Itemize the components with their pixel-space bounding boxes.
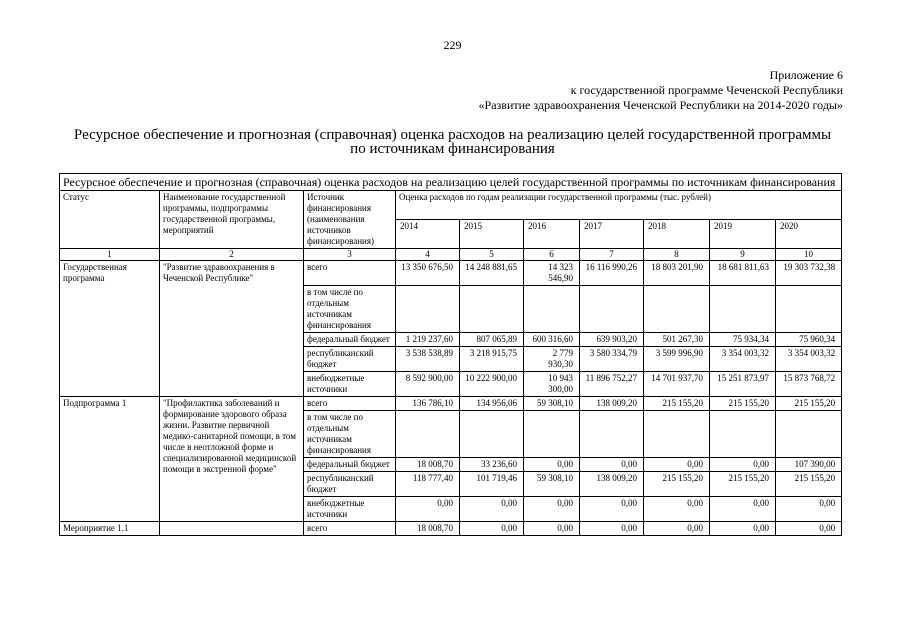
header-estimate: Оценка расходов по годам реализации государственной программы (тыс. рублей) xyxy=(396,191,842,220)
row-year-value: 215 155,20 xyxy=(710,397,776,411)
row-status: Государственная программа xyxy=(60,261,160,397)
row-year-value: 3 354 003,32 xyxy=(710,347,776,372)
row-year-value: 0,00 xyxy=(580,497,644,522)
header-year: 2015 xyxy=(460,220,524,249)
row-funding-source: республиканский бюджет xyxy=(304,347,396,372)
row-funding-source: федеральный бюджет xyxy=(304,458,396,472)
row-status: Мероприятие 1.1 xyxy=(60,522,160,536)
row-year-value: 138 009,20 xyxy=(580,397,644,411)
row-year-value: 107 390,00 xyxy=(776,458,842,472)
document-title xyxy=(0,128,905,156)
row-year-value xyxy=(524,286,580,333)
header-name: Наименование государственной программы, подпрограммы государственной программы, мероприятий xyxy=(160,191,304,249)
row-year-value: 0,00 xyxy=(644,458,710,472)
row-year-value: 13 350 676,50 xyxy=(396,261,460,286)
row-year-value xyxy=(524,411,580,458)
row-year-value xyxy=(460,411,524,458)
row-year-value: 3 538 538,89 xyxy=(396,347,460,372)
document-title-line-2: по источникам финансирования xyxy=(350,141,555,157)
row-year-value: 10 943 300,00 xyxy=(524,372,580,397)
table-row xyxy=(60,397,842,411)
row-year-value: 639 903,20 xyxy=(580,333,644,347)
table-caption: Ресурсное обеспечение и прогнозная (справочная) оценка расходов на реализацию целей государственной программы по источникам финансирования xyxy=(60,174,842,191)
appendix-header xyxy=(479,68,843,113)
row-program-name: "Развитие здравоохранения в Чеченской Республике" xyxy=(160,261,304,397)
row-year-value: 1 219 237,60 xyxy=(396,333,460,347)
row-funding-source: всего xyxy=(304,522,396,536)
row-year-value: 14 701 937,70 xyxy=(644,372,710,397)
row-year-value: 0,00 xyxy=(644,522,710,536)
row-year-value: 3 599 996,90 xyxy=(644,347,710,372)
row-program-name: "Профилактика заболеваний и формирование здорового образа жизни. Развитие первичной медико-санитарной помощи, в том числе в неотложной форме и специализированной медицинской помощи в экстренной форме" xyxy=(160,397,304,522)
row-funding-source: внебюджетные источники xyxy=(304,497,396,522)
row-year-value: 0,00 xyxy=(580,458,644,472)
row-funding-source: в том числе по отдельным источникам финансирования xyxy=(304,286,396,333)
row-year-value: 101 719,46 xyxy=(460,472,524,497)
row-year-value: 75 960,34 xyxy=(776,333,842,347)
row-year-value xyxy=(776,286,842,333)
row-year-value xyxy=(710,286,776,333)
row-year-value: 15 251 873,97 xyxy=(710,372,776,397)
row-year-value: 0,00 xyxy=(524,497,580,522)
row-year-value: 3 354 003,32 xyxy=(776,347,842,372)
row-year-value: 134 956,06 xyxy=(460,397,524,411)
row-year-value: 138 009,20 xyxy=(580,472,644,497)
row-funding-source: внебюджетные источники xyxy=(304,372,396,397)
row-year-value: 0,00 xyxy=(460,497,524,522)
row-year-value: 118 777,40 xyxy=(396,472,460,497)
row-year-value: 18 681 811,63 xyxy=(710,261,776,286)
row-year-value: 19 303 732,38 xyxy=(776,261,842,286)
table-caption-row xyxy=(60,174,842,191)
document-title-line-1: Ресурсное обеспечение и прогнозная (справочная) оценка расходов на реализацию целей государственной программы xyxy=(73,127,832,143)
row-year-value: 215 155,20 xyxy=(710,472,776,497)
row-year-value xyxy=(460,286,524,333)
row-year-value: 16 116 990,26 xyxy=(580,261,644,286)
row-year-value xyxy=(776,411,842,458)
header-year: 2017 xyxy=(580,220,644,249)
header-year: 2018 xyxy=(644,220,710,249)
column-number: 2 xyxy=(160,249,304,261)
header-source: Источник финансирования (наименования источников финансирования) xyxy=(304,191,396,249)
row-year-value xyxy=(644,411,710,458)
column-number-row xyxy=(60,249,842,261)
row-year-value: 3 580 334,79 xyxy=(580,347,644,372)
row-funding-source: республиканский бюджет xyxy=(304,472,396,497)
header-row-1 xyxy=(60,191,842,220)
resource-table xyxy=(59,173,842,536)
appendix-line-1: Приложение 6 xyxy=(769,68,843,82)
row-year-value xyxy=(644,286,710,333)
row-year-value: 3 218 915,75 xyxy=(460,347,524,372)
row-year-value: 0,00 xyxy=(776,497,842,522)
column-number: 1 xyxy=(60,249,160,261)
row-year-value: 11 896 752,27 xyxy=(580,372,644,397)
header-year: 2016 xyxy=(524,220,580,249)
row-year-value: 215 155,20 xyxy=(644,472,710,497)
row-year-value: 501 267,30 xyxy=(644,333,710,347)
header-year: 2019 xyxy=(710,220,776,249)
row-year-value: 600 316,60 xyxy=(524,333,580,347)
row-year-value: 18 008,70 xyxy=(396,522,460,536)
row-year-value: 2 779 930,30 xyxy=(524,347,580,372)
row-year-value: 0,00 xyxy=(396,497,460,522)
row-year-value: 14 248 881,65 xyxy=(460,261,524,286)
row-year-value xyxy=(396,411,460,458)
row-year-value: 0,00 xyxy=(460,522,524,536)
row-status: Подпрограмма 1 xyxy=(60,397,160,522)
row-funding-source: всего xyxy=(304,397,396,411)
column-number: 7 xyxy=(580,249,644,261)
column-number: 8 xyxy=(644,249,710,261)
header-status: Статус xyxy=(60,191,160,249)
row-year-value: 807 065,89 xyxy=(460,333,524,347)
row-year-value: 10 222 900,00 xyxy=(460,372,524,397)
table-row xyxy=(60,261,842,286)
appendix-line-3: «Развитие здравоохранения Чеченской Республики на 2014-2020 годы» xyxy=(478,98,843,112)
page-number: 229 xyxy=(443,38,462,52)
row-year-value: 18 803 201,90 xyxy=(644,261,710,286)
column-number: 6 xyxy=(524,249,580,261)
column-number: 4 xyxy=(396,249,460,261)
column-number: 9 xyxy=(710,249,776,261)
header-year: 2014 xyxy=(396,220,460,249)
row-funding-source: всего xyxy=(304,261,396,286)
row-year-value: 33 236,60 xyxy=(460,458,524,472)
row-year-value xyxy=(396,286,460,333)
row-funding-source: федеральный бюджет xyxy=(304,333,396,347)
row-funding-source: в том числе по отдельным источникам финансирования xyxy=(304,411,396,458)
row-year-value: 18 008,70 xyxy=(396,458,460,472)
row-year-value xyxy=(580,286,644,333)
row-year-value: 215 155,20 xyxy=(644,397,710,411)
row-year-value: 0,00 xyxy=(644,497,710,522)
row-year-value xyxy=(710,411,776,458)
row-year-value: 215 155,20 xyxy=(776,472,842,497)
appendix-line-2: к государственной программе Чеченской Республики xyxy=(570,83,843,97)
row-year-value: 59 308,10 xyxy=(524,397,580,411)
row-year-value: 0,00 xyxy=(710,458,776,472)
header-year: 2020 xyxy=(776,220,842,249)
row-program-name xyxy=(160,522,304,536)
column-number: 10 xyxy=(776,249,842,261)
row-year-value: 8 592 900,00 xyxy=(396,372,460,397)
column-number: 3 xyxy=(304,249,396,261)
row-year-value: 0,00 xyxy=(710,497,776,522)
column-number: 5 xyxy=(460,249,524,261)
row-year-value: 0,00 xyxy=(524,522,580,536)
table-row xyxy=(60,522,842,536)
row-year-value xyxy=(580,411,644,458)
row-year-value: 0,00 xyxy=(580,522,644,536)
row-year-value: 14 323 546,90 xyxy=(524,261,580,286)
row-year-value: 215 155,20 xyxy=(776,397,842,411)
row-year-value: 0,00 xyxy=(524,458,580,472)
row-year-value: 0,00 xyxy=(776,522,842,536)
row-year-value: 59 308,10 xyxy=(524,472,580,497)
row-year-value: 15 873 768,72 xyxy=(776,372,842,397)
row-year-value: 0,00 xyxy=(710,522,776,536)
row-year-value: 136 786,10 xyxy=(396,397,460,411)
row-year-value: 75 934,34 xyxy=(710,333,776,347)
